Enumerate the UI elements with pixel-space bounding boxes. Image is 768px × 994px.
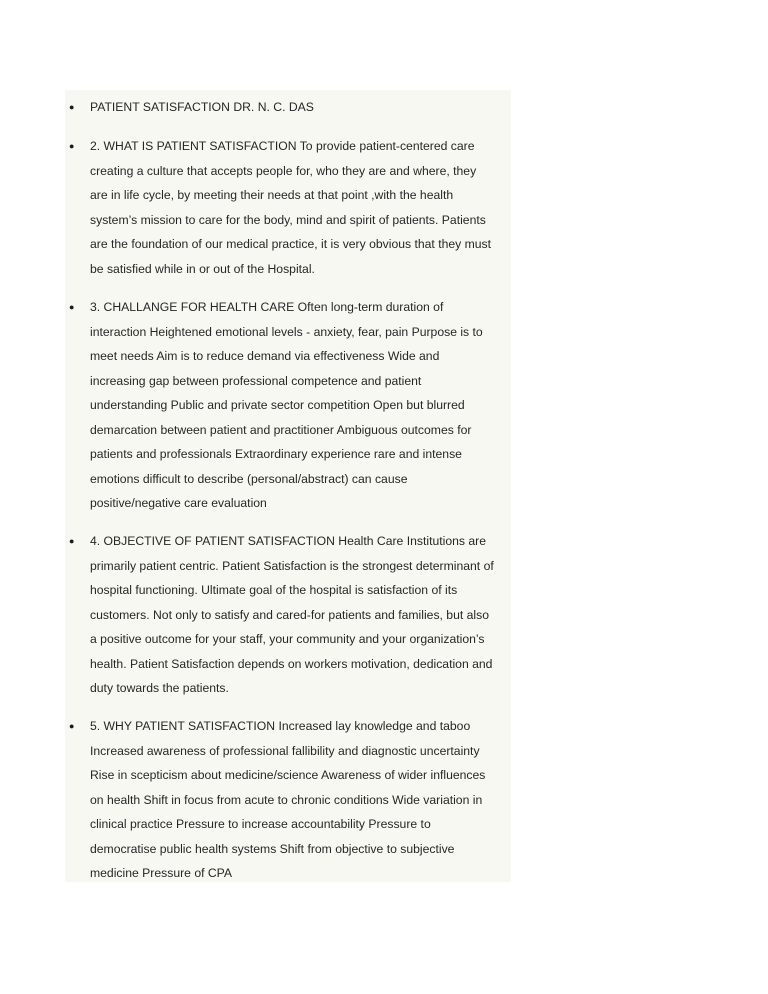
text-line: medicine Pressure of CPA bbox=[90, 866, 233, 880]
list-item-text bbox=[90, 295, 508, 516]
text-line: 3. CHALLANGE FOR HEALTH CARE Often long-term duration of bbox=[90, 300, 444, 314]
text-line: interaction Heightened emotional levels - anxiety, fear, pain Purpose is to bbox=[90, 324, 483, 339]
text-line: duty towards the patients. bbox=[90, 681, 229, 695]
list-item-text bbox=[90, 529, 508, 701]
text-line: demarcation between patient and practitioner Ambiguous outcomes for bbox=[90, 422, 472, 437]
text-line: system’s mission to care for the body, mind and spirit of patients. Patients bbox=[90, 212, 486, 227]
bullet-icon: ● bbox=[69, 721, 75, 731]
text-line: primarily patient centric. Patient Satisfaction is the strongest determinant of bbox=[90, 558, 494, 573]
bullet-icon: ● bbox=[69, 102, 75, 112]
text-line: creating a culture that accepts people for, who they are and where, they bbox=[90, 163, 477, 178]
text-line: 4. OBJECTIVE OF PATIENT SATISFACTION Health Care Institutions are bbox=[90, 534, 486, 548]
text-line: 2. WHAT IS PATIENT SATISFACTION To provide patient-centered care bbox=[90, 139, 475, 153]
text-line: be satisfied while in or out of the Hospital. bbox=[90, 261, 315, 276]
text-line: customers. Not only to satisfy and cared-for patients and families, but also bbox=[90, 607, 489, 622]
text-line: patients and professionals Extraordinary experience rare and intense bbox=[90, 447, 462, 461]
text-line: increasing gap between professional competence and patient bbox=[90, 373, 422, 388]
text-line: meet needs Aim is to reduce demand via effectiveness Wide and bbox=[90, 349, 440, 363]
text-line: are the foundation of our medical practice, it is very obvious that they must bbox=[90, 237, 492, 251]
text-line: positive/negative care evaluation bbox=[90, 496, 267, 510]
text-line: Increased awareness of professional fallibility and diagnostic uncertainty bbox=[90, 743, 480, 758]
text-line: on health Shift in focus from acute to chronic conditions Wide variation in bbox=[90, 792, 483, 807]
bullet-icon: ● bbox=[69, 536, 75, 546]
list-item-text bbox=[90, 134, 508, 281]
text-line: health. Patient Satisfaction depends on workers motivation, dedication and bbox=[90, 656, 493, 671]
list-item-text bbox=[90, 714, 508, 886]
text-line: PATIENT SATISFACTION DR. N. C. DAS bbox=[90, 100, 314, 114]
text-line: hospital functioning. Ultimate goal of the hospital is satisfaction of its bbox=[90, 583, 458, 597]
text-line: are in life cycle, by meeting their needs at that point ,with the health bbox=[90, 188, 454, 202]
text-line: Rise in scepticism about medicine/science Awareness of wider influences bbox=[90, 768, 486, 782]
text-line: democratise public health systems Shift from objective to subjective bbox=[90, 841, 455, 856]
bullet-icon: ● bbox=[69, 141, 75, 151]
list-item-text bbox=[90, 95, 508, 120]
text-line: clinical practice Pressure to increase accountability Pressure to bbox=[90, 817, 431, 831]
text-line: understanding Public and private sector competition Open but blurred bbox=[90, 398, 465, 412]
text-line: 5. WHY PATIENT SATISFACTION Increased lay knowledge and taboo bbox=[90, 719, 471, 733]
text-line: emotions difficult to describe (personal/abstract) can cause bbox=[90, 471, 408, 486]
bullet-icon: ● bbox=[69, 302, 75, 312]
text-line: a positive outcome for your staff, your community and your organization’s bbox=[90, 632, 485, 646]
